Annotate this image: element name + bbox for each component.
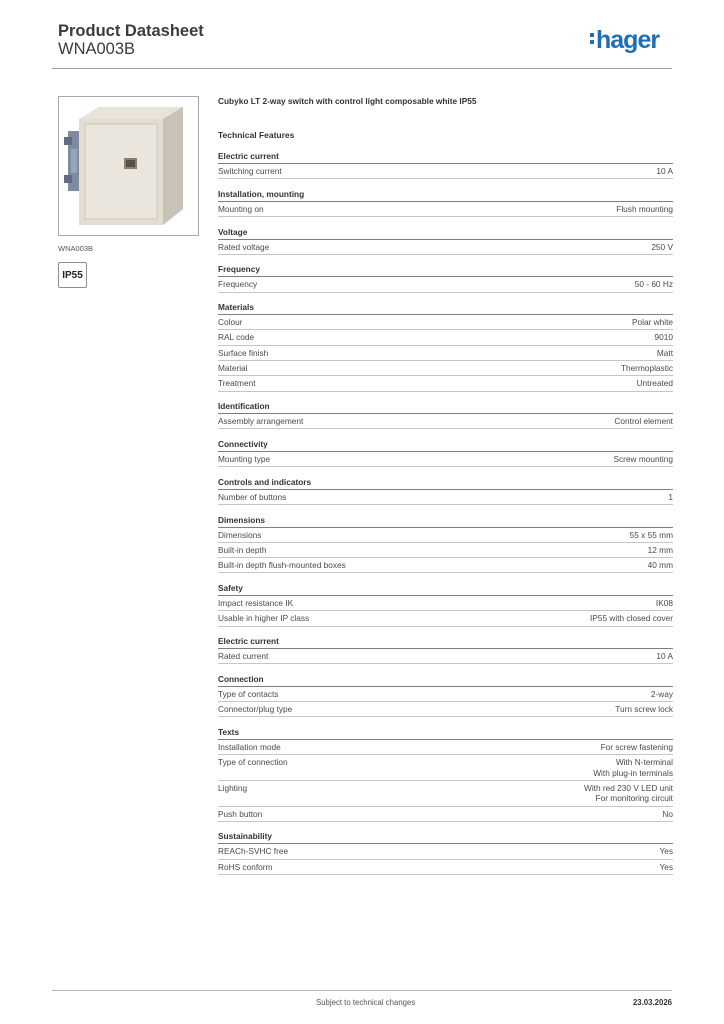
spec-row	[218, 740, 673, 755]
feature-section	[218, 831, 673, 875]
spec-value	[630, 530, 673, 540]
spec-label: Frequency	[218, 279, 258, 290]
spec-value	[632, 317, 673, 327]
spec-label: Installation mode	[218, 741, 281, 752]
section-title: Materials	[218, 302, 673, 315]
feature-section	[218, 151, 673, 179]
section-title: Electric current	[218, 636, 673, 649]
spec-row	[218, 687, 673, 702]
image-caption: WNA003B	[58, 244, 94, 253]
switch-illustration	[59, 97, 198, 235]
footer-date: 23.03.2026	[632, 998, 672, 1007]
section-title: Safety	[218, 583, 673, 596]
spec-row	[218, 330, 673, 345]
spec-value-line: 1	[668, 491, 673, 502]
spec-value	[656, 166, 673, 176]
spec-row	[218, 611, 673, 626]
spec-value	[637, 378, 673, 388]
spec-value-line: For monitoring circuit	[595, 793, 673, 804]
spec-label: REACh-SVHC free	[218, 846, 289, 857]
spec-value	[635, 279, 673, 289]
spec-label: Type of connection	[218, 757, 288, 768]
technical-content	[218, 96, 673, 885]
spec-value-line: With red 230 V LED unit	[583, 782, 673, 793]
section-title: Identification	[218, 401, 673, 414]
spec-value	[659, 846, 673, 856]
feature-section	[218, 727, 673, 822]
spec-value	[656, 651, 673, 661]
footer-notice: Subject to technical changes	[316, 998, 416, 1007]
spec-value	[616, 204, 673, 214]
section-title: Electric current	[218, 151, 673, 164]
spec-value-line: Yes	[659, 861, 673, 872]
spec-value	[648, 560, 673, 570]
feature-section	[218, 583, 673, 627]
spec-value-line: IP55 with closed cover	[589, 613, 673, 624]
spec-value-line: Flush mounting	[616, 203, 673, 214]
spec-label: Built-in depth	[218, 544, 267, 555]
feature-section	[218, 439, 673, 467]
spec-value-line: 250 V	[651, 241, 673, 252]
spec-label: Rated current	[218, 651, 269, 662]
spec-value	[668, 492, 673, 502]
spec-value-line: 10 A	[656, 166, 673, 176]
logo-dots-icon	[590, 33, 594, 44]
spec-row	[218, 844, 673, 859]
feature-section	[218, 515, 673, 574]
spec-row	[218, 376, 673, 391]
spec-label: Material	[218, 363, 248, 374]
spec-value-line: Turn screw lock	[615, 704, 673, 715]
feature-section	[218, 189, 673, 217]
spec-label: Number of buttons	[218, 491, 287, 502]
spec-value	[614, 454, 674, 464]
product-code: WNA003B	[58, 40, 136, 58]
spec-row	[218, 596, 673, 611]
spec-value	[651, 242, 673, 252]
section-title: Sustainability	[218, 831, 673, 844]
spec-row	[218, 202, 673, 217]
spec-row	[218, 414, 673, 429]
section-title: Dimensions	[218, 515, 673, 528]
spec-row	[218, 361, 673, 376]
spec-row	[218, 649, 673, 664]
spec-label: Type of contacts	[218, 688, 279, 699]
spec-row	[218, 807, 673, 822]
spec-row	[218, 860, 673, 875]
feature-section	[218, 674, 673, 718]
spec-value	[648, 545, 673, 555]
spec-label: Push button	[218, 808, 263, 819]
brand-logo	[590, 28, 659, 53]
feature-section	[218, 227, 673, 255]
spec-label: RAL code	[218, 332, 255, 343]
spec-label: Dimensions	[218, 529, 262, 540]
spec-label: Rated voltage	[218, 241, 270, 252]
spec-row	[218, 490, 673, 505]
spec-label: Impact resistance IK	[218, 597, 294, 608]
spec-row	[218, 702, 673, 717]
spec-row	[218, 528, 673, 543]
spec-label: Switching current	[218, 166, 282, 176]
spec-row	[218, 346, 673, 361]
spec-value-line: Thermoplastic	[620, 363, 673, 374]
spec-label: Mounting type	[218, 453, 271, 464]
product-title: Cubyko LT 2-way switch with control light composable white IP55	[218, 96, 477, 106]
spec-value-line: Screw mounting	[613, 453, 673, 464]
section-title: Frequency	[218, 264, 673, 277]
spec-value-line: IK08	[655, 597, 673, 608]
spec-value	[662, 809, 673, 819]
spec-value-line: 40 mm	[647, 560, 673, 571]
header-divider	[52, 68, 672, 69]
spec-value-line: Polar white	[631, 317, 673, 328]
spec-label: Connector/plug type	[218, 704, 293, 715]
ip-rating-badge: IP55	[58, 262, 87, 288]
spec-value-line: 12 mm	[647, 544, 673, 555]
logo-text: hager	[596, 26, 660, 54]
spec-value	[590, 613, 673, 623]
spec-value-line: With N-terminal	[615, 757, 673, 768]
spec-label: Colour	[218, 317, 243, 328]
spec-value	[657, 348, 673, 358]
spec-value	[655, 332, 673, 342]
spec-value	[615, 704, 673, 714]
spec-value	[584, 783, 673, 804]
spec-value-line: Untreated	[636, 378, 673, 389]
section-title: Connectivity	[218, 439, 673, 452]
spec-value	[593, 757, 673, 778]
spec-value	[659, 862, 673, 872]
product-image	[58, 96, 199, 236]
spec-label: Mounting on	[218, 203, 264, 214]
spec-value	[656, 598, 673, 608]
spec-value-line: 2-way	[650, 688, 673, 699]
feature-section	[218, 302, 673, 391]
spec-label: Treatment	[218, 378, 256, 389]
spec-row	[218, 755, 673, 781]
section-title: Connection	[218, 674, 673, 687]
spec-label: Built-in depth flush-mounted boxes	[218, 560, 346, 571]
spec-row	[218, 315, 673, 330]
spec-value-line: 50 - 60 Hz	[634, 279, 673, 290]
spec-value-line: Matt	[656, 347, 673, 358]
feature-section	[218, 401, 673, 429]
spec-row	[218, 452, 673, 467]
footer-divider	[52, 990, 672, 991]
feature-section	[218, 636, 673, 664]
section-title: Texts	[218, 727, 673, 740]
spec-value-line: With plug-in terminals	[593, 767, 673, 778]
spec-label: Assembly arrangement	[218, 416, 304, 427]
spec-value	[614, 416, 673, 426]
section-title: Installation, mounting	[218, 189, 673, 202]
spec-row	[218, 558, 673, 573]
spec-value	[651, 689, 673, 699]
feature-sections	[218, 151, 673, 875]
spec-value-line: Yes	[659, 846, 673, 857]
spec-row	[218, 543, 673, 558]
spec-label: Lighting	[218, 782, 248, 793]
spec-value-line: 55 x 55 mm	[629, 529, 673, 540]
spec-label: Surface finish	[218, 347, 269, 358]
page-title: Product Datasheet	[58, 22, 204, 40]
spec-row	[218, 240, 673, 255]
spec-label: RoHS conform	[218, 861, 273, 872]
technical-features-heading: Technical Features	[218, 130, 295, 140]
spec-value	[621, 363, 673, 373]
spec-value-line: 10 A	[656, 651, 673, 662]
spec-value-line: 9010	[654, 332, 673, 343]
spec-value	[601, 742, 673, 752]
section-title: Controls and indicators	[218, 477, 673, 490]
spec-row	[218, 277, 673, 292]
spec-row	[218, 781, 673, 807]
spec-value-line: For screw fastening	[600, 741, 673, 752]
feature-section	[218, 264, 673, 292]
section-title: Voltage	[218, 227, 673, 240]
spec-value-line: No	[662, 808, 673, 819]
spec-value-line: Control element	[614, 416, 673, 427]
spec-row	[218, 164, 673, 179]
spec-label: Usable in higher IP class	[218, 613, 310, 624]
feature-section	[218, 477, 673, 505]
